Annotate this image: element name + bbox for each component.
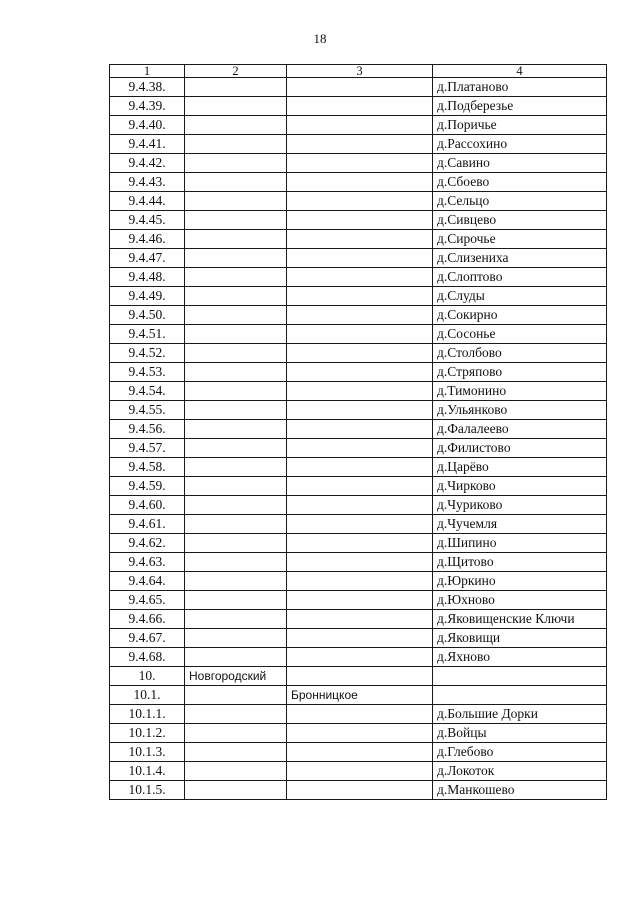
- district-name: [185, 382, 287, 401]
- district-name: [185, 496, 287, 515]
- row-number: 9.4.49.: [110, 287, 185, 306]
- row-number: 9.4.51.: [110, 325, 185, 344]
- district-name: [185, 553, 287, 572]
- settlement-name: [287, 344, 433, 363]
- table-row: [110, 135, 607, 154]
- settlement-name: Бронницкое: [287, 686, 433, 705]
- row-number: 9.4.45.: [110, 211, 185, 230]
- table-row: [110, 249, 607, 268]
- table-row: [110, 325, 607, 344]
- district-name: Новгородский: [185, 667, 287, 686]
- locality-name: д.Сокирно: [433, 306, 607, 325]
- settlement-name: [287, 610, 433, 629]
- settlement-name: [287, 724, 433, 743]
- table-row: [110, 591, 607, 610]
- district-name: [185, 648, 287, 667]
- table-row: [110, 287, 607, 306]
- row-number: 9.4.38.: [110, 78, 185, 97]
- district-name: [185, 173, 287, 192]
- table-row: [110, 629, 607, 648]
- district-name: [185, 344, 287, 363]
- locality-name: д.Чуриково: [433, 496, 607, 515]
- settlement-name: [287, 230, 433, 249]
- locality-name: д.Сивцево: [433, 211, 607, 230]
- row-number: 9.4.50.: [110, 306, 185, 325]
- district-name: [185, 743, 287, 762]
- district-name: [185, 572, 287, 591]
- district-name: [185, 439, 287, 458]
- settlement-name: [287, 211, 433, 230]
- settlement-name: [287, 781, 433, 800]
- settlement-name: [287, 78, 433, 97]
- locality-name: д.Стряпово: [433, 363, 607, 382]
- district-name: [185, 781, 287, 800]
- table-row: [110, 192, 607, 211]
- locality-name: д.Подберезье: [433, 97, 607, 116]
- district-name: [185, 78, 287, 97]
- locality-name: д.Сосонье: [433, 325, 607, 344]
- locality-name: д.Яковищенские Ключи: [433, 610, 607, 629]
- row-number: 9.4.40.: [110, 116, 185, 135]
- row-number: 9.4.56.: [110, 420, 185, 439]
- row-number: 9.4.48.: [110, 268, 185, 287]
- settlement-name: [287, 534, 433, 553]
- district-name: [185, 458, 287, 477]
- settlement-name: [287, 743, 433, 762]
- row-number: 10.1.3.: [110, 743, 185, 762]
- district-name: [185, 154, 287, 173]
- row-number: 9.4.41.: [110, 135, 185, 154]
- settlement-name: [287, 363, 433, 382]
- table-row: [110, 173, 607, 192]
- locality-name: д.Слуды: [433, 287, 607, 306]
- settlement-name: [287, 249, 433, 268]
- table-row: [110, 363, 607, 382]
- row-number: 9.4.44.: [110, 192, 185, 211]
- locality-name: д.Сбоево: [433, 173, 607, 192]
- header-col-3: 3: [287, 65, 433, 78]
- row-number: 9.4.62.: [110, 534, 185, 553]
- page-number: 18: [313, 31, 327, 46]
- row-number: 9.4.55.: [110, 401, 185, 420]
- locality-name: д.Тимонино: [433, 382, 607, 401]
- district-name: [185, 325, 287, 344]
- locality-name: д.Сирочье: [433, 230, 607, 249]
- row-number: 10.1.5.: [110, 781, 185, 800]
- table-row: [110, 534, 607, 553]
- table-row: [110, 268, 607, 287]
- settlement-name: [287, 591, 433, 610]
- row-number: 9.4.61.: [110, 515, 185, 534]
- locality-name: д.Савино: [433, 154, 607, 173]
- table-row: [110, 648, 607, 667]
- row-number: 9.4.59.: [110, 477, 185, 496]
- settlement-name: [287, 667, 433, 686]
- row-number: 10.1.: [110, 686, 185, 705]
- row-number: 9.4.43.: [110, 173, 185, 192]
- table-row: [110, 743, 607, 762]
- locality-name: д.Шипино: [433, 534, 607, 553]
- locality-name: д.Поричье: [433, 116, 607, 135]
- district-name: [185, 211, 287, 230]
- district-name: [185, 363, 287, 382]
- district-name: [185, 306, 287, 325]
- district-name: [185, 724, 287, 743]
- row-number: 9.4.65.: [110, 591, 185, 610]
- locality-name: д.Слизениха: [433, 249, 607, 268]
- settlement-name: [287, 401, 433, 420]
- row-number: 9.4.68.: [110, 648, 185, 667]
- locality-name: д.Ульянково: [433, 401, 607, 420]
- row-number: 9.4.64.: [110, 572, 185, 591]
- row-number: 9.4.54.: [110, 382, 185, 401]
- district-name: [185, 230, 287, 249]
- table-row: [110, 211, 607, 230]
- table-row: [110, 382, 607, 401]
- district-name: [185, 249, 287, 268]
- row-number: 9.4.57.: [110, 439, 185, 458]
- settlement-name: [287, 496, 433, 515]
- locality-name: д.Слоптово: [433, 268, 607, 287]
- settlement-name: [287, 458, 433, 477]
- table-row: [110, 401, 607, 420]
- table-row: [110, 78, 607, 97]
- locality-name: [433, 686, 607, 705]
- locality-name: д.Яхново: [433, 648, 607, 667]
- settlement-name: [287, 173, 433, 192]
- district-name: [185, 515, 287, 534]
- locality-name: д.Войцы: [433, 724, 607, 743]
- locality-name: д.Сельцо: [433, 192, 607, 211]
- locality-name: д.Локоток: [433, 762, 607, 781]
- row-number: 10.1.4.: [110, 762, 185, 781]
- district-name: [185, 762, 287, 781]
- locality-name: д.Юхново: [433, 591, 607, 610]
- district-name: [185, 686, 287, 705]
- table-row: [110, 306, 607, 325]
- district-name: [185, 135, 287, 154]
- district-name: [185, 116, 287, 135]
- row-number: 9.4.42.: [110, 154, 185, 173]
- table-row: [110, 420, 607, 439]
- table-row: [110, 344, 607, 363]
- table-row: [110, 116, 607, 135]
- header-col-1: 1: [110, 65, 185, 78]
- locality-name: д.Манкошево: [433, 781, 607, 800]
- settlement-name: [287, 192, 433, 211]
- table-row: [110, 230, 607, 249]
- settlement-name: [287, 420, 433, 439]
- district-name: [185, 705, 287, 724]
- row-number: 9.4.53.: [110, 363, 185, 382]
- table-row: [110, 553, 607, 572]
- row-number: 9.4.67.: [110, 629, 185, 648]
- settlement-name: [287, 325, 433, 344]
- table-row: [110, 496, 607, 515]
- table-row: [110, 154, 607, 173]
- row-number: 10.1.2.: [110, 724, 185, 743]
- settlement-name: [287, 154, 433, 173]
- district-name: [185, 401, 287, 420]
- district-name: [185, 287, 287, 306]
- table-row: [110, 97, 607, 116]
- settlement-name: [287, 306, 433, 325]
- locality-name: [433, 667, 607, 686]
- settlement-name: [287, 382, 433, 401]
- settlement-name: [287, 705, 433, 724]
- settlement-name: [287, 477, 433, 496]
- locality-name: д.Чучемля: [433, 515, 607, 534]
- locality-name: д.Большие Дорки: [433, 705, 607, 724]
- locality-name: д.Фалалеево: [433, 420, 607, 439]
- table-row: [110, 610, 607, 629]
- table-row: [110, 762, 607, 781]
- header-col-4: 4: [433, 65, 607, 78]
- settlement-name: [287, 648, 433, 667]
- district-name: [185, 591, 287, 610]
- settlement-name: [287, 515, 433, 534]
- table-row: [110, 458, 607, 477]
- locality-name: д.Столбово: [433, 344, 607, 363]
- settlement-name: [287, 439, 433, 458]
- table-row: [110, 724, 607, 743]
- locality-name: д.Филистово: [433, 439, 607, 458]
- district-name: [185, 534, 287, 553]
- row-number: 9.4.66.: [110, 610, 185, 629]
- table-row: [110, 477, 607, 496]
- locality-name: д.Чирково: [433, 477, 607, 496]
- settlement-name: [287, 572, 433, 591]
- table-body: [110, 78, 607, 800]
- row-number: 10.1.1.: [110, 705, 185, 724]
- table-row: [110, 572, 607, 591]
- settlement-name: [287, 97, 433, 116]
- district-name: [185, 629, 287, 648]
- header-row: [110, 65, 607, 78]
- locality-name: д.Платаново: [433, 78, 607, 97]
- table-row: [110, 439, 607, 458]
- locality-name: д.Щитово: [433, 553, 607, 572]
- locality-name: д.Юркино: [433, 572, 607, 591]
- settlement-name: [287, 553, 433, 572]
- settlement-name: [287, 629, 433, 648]
- settlement-name: [287, 135, 433, 154]
- settlement-name: [287, 268, 433, 287]
- settlements-table: [109, 64, 607, 800]
- district-name: [185, 610, 287, 629]
- district-name: [185, 97, 287, 116]
- locality-name: д.Глебово: [433, 743, 607, 762]
- table-row: [110, 515, 607, 534]
- district-name: [185, 420, 287, 439]
- row-number: 9.4.60.: [110, 496, 185, 515]
- row-number: 9.4.39.: [110, 97, 185, 116]
- table-row: [110, 686, 607, 705]
- row-number: 9.4.58.: [110, 458, 185, 477]
- row-number: 10.: [110, 667, 185, 686]
- table-row: [110, 667, 607, 686]
- district-name: [185, 268, 287, 287]
- row-number: 9.4.46.: [110, 230, 185, 249]
- row-number: 9.4.52.: [110, 344, 185, 363]
- district-name: [185, 477, 287, 496]
- table-header: [110, 65, 607, 78]
- settlement-name: [287, 287, 433, 306]
- table-row: [110, 705, 607, 724]
- locality-name: д.Царёво: [433, 458, 607, 477]
- row-number: 9.4.63.: [110, 553, 185, 572]
- district-name: [185, 192, 287, 211]
- settlement-name: [287, 116, 433, 135]
- locality-name: д.Рассохино: [433, 135, 607, 154]
- locality-name: д.Яковищи: [433, 629, 607, 648]
- header-col-2: 2: [185, 65, 287, 78]
- table-row: [110, 781, 607, 800]
- row-number: 9.4.47.: [110, 249, 185, 268]
- settlement-name: [287, 762, 433, 781]
